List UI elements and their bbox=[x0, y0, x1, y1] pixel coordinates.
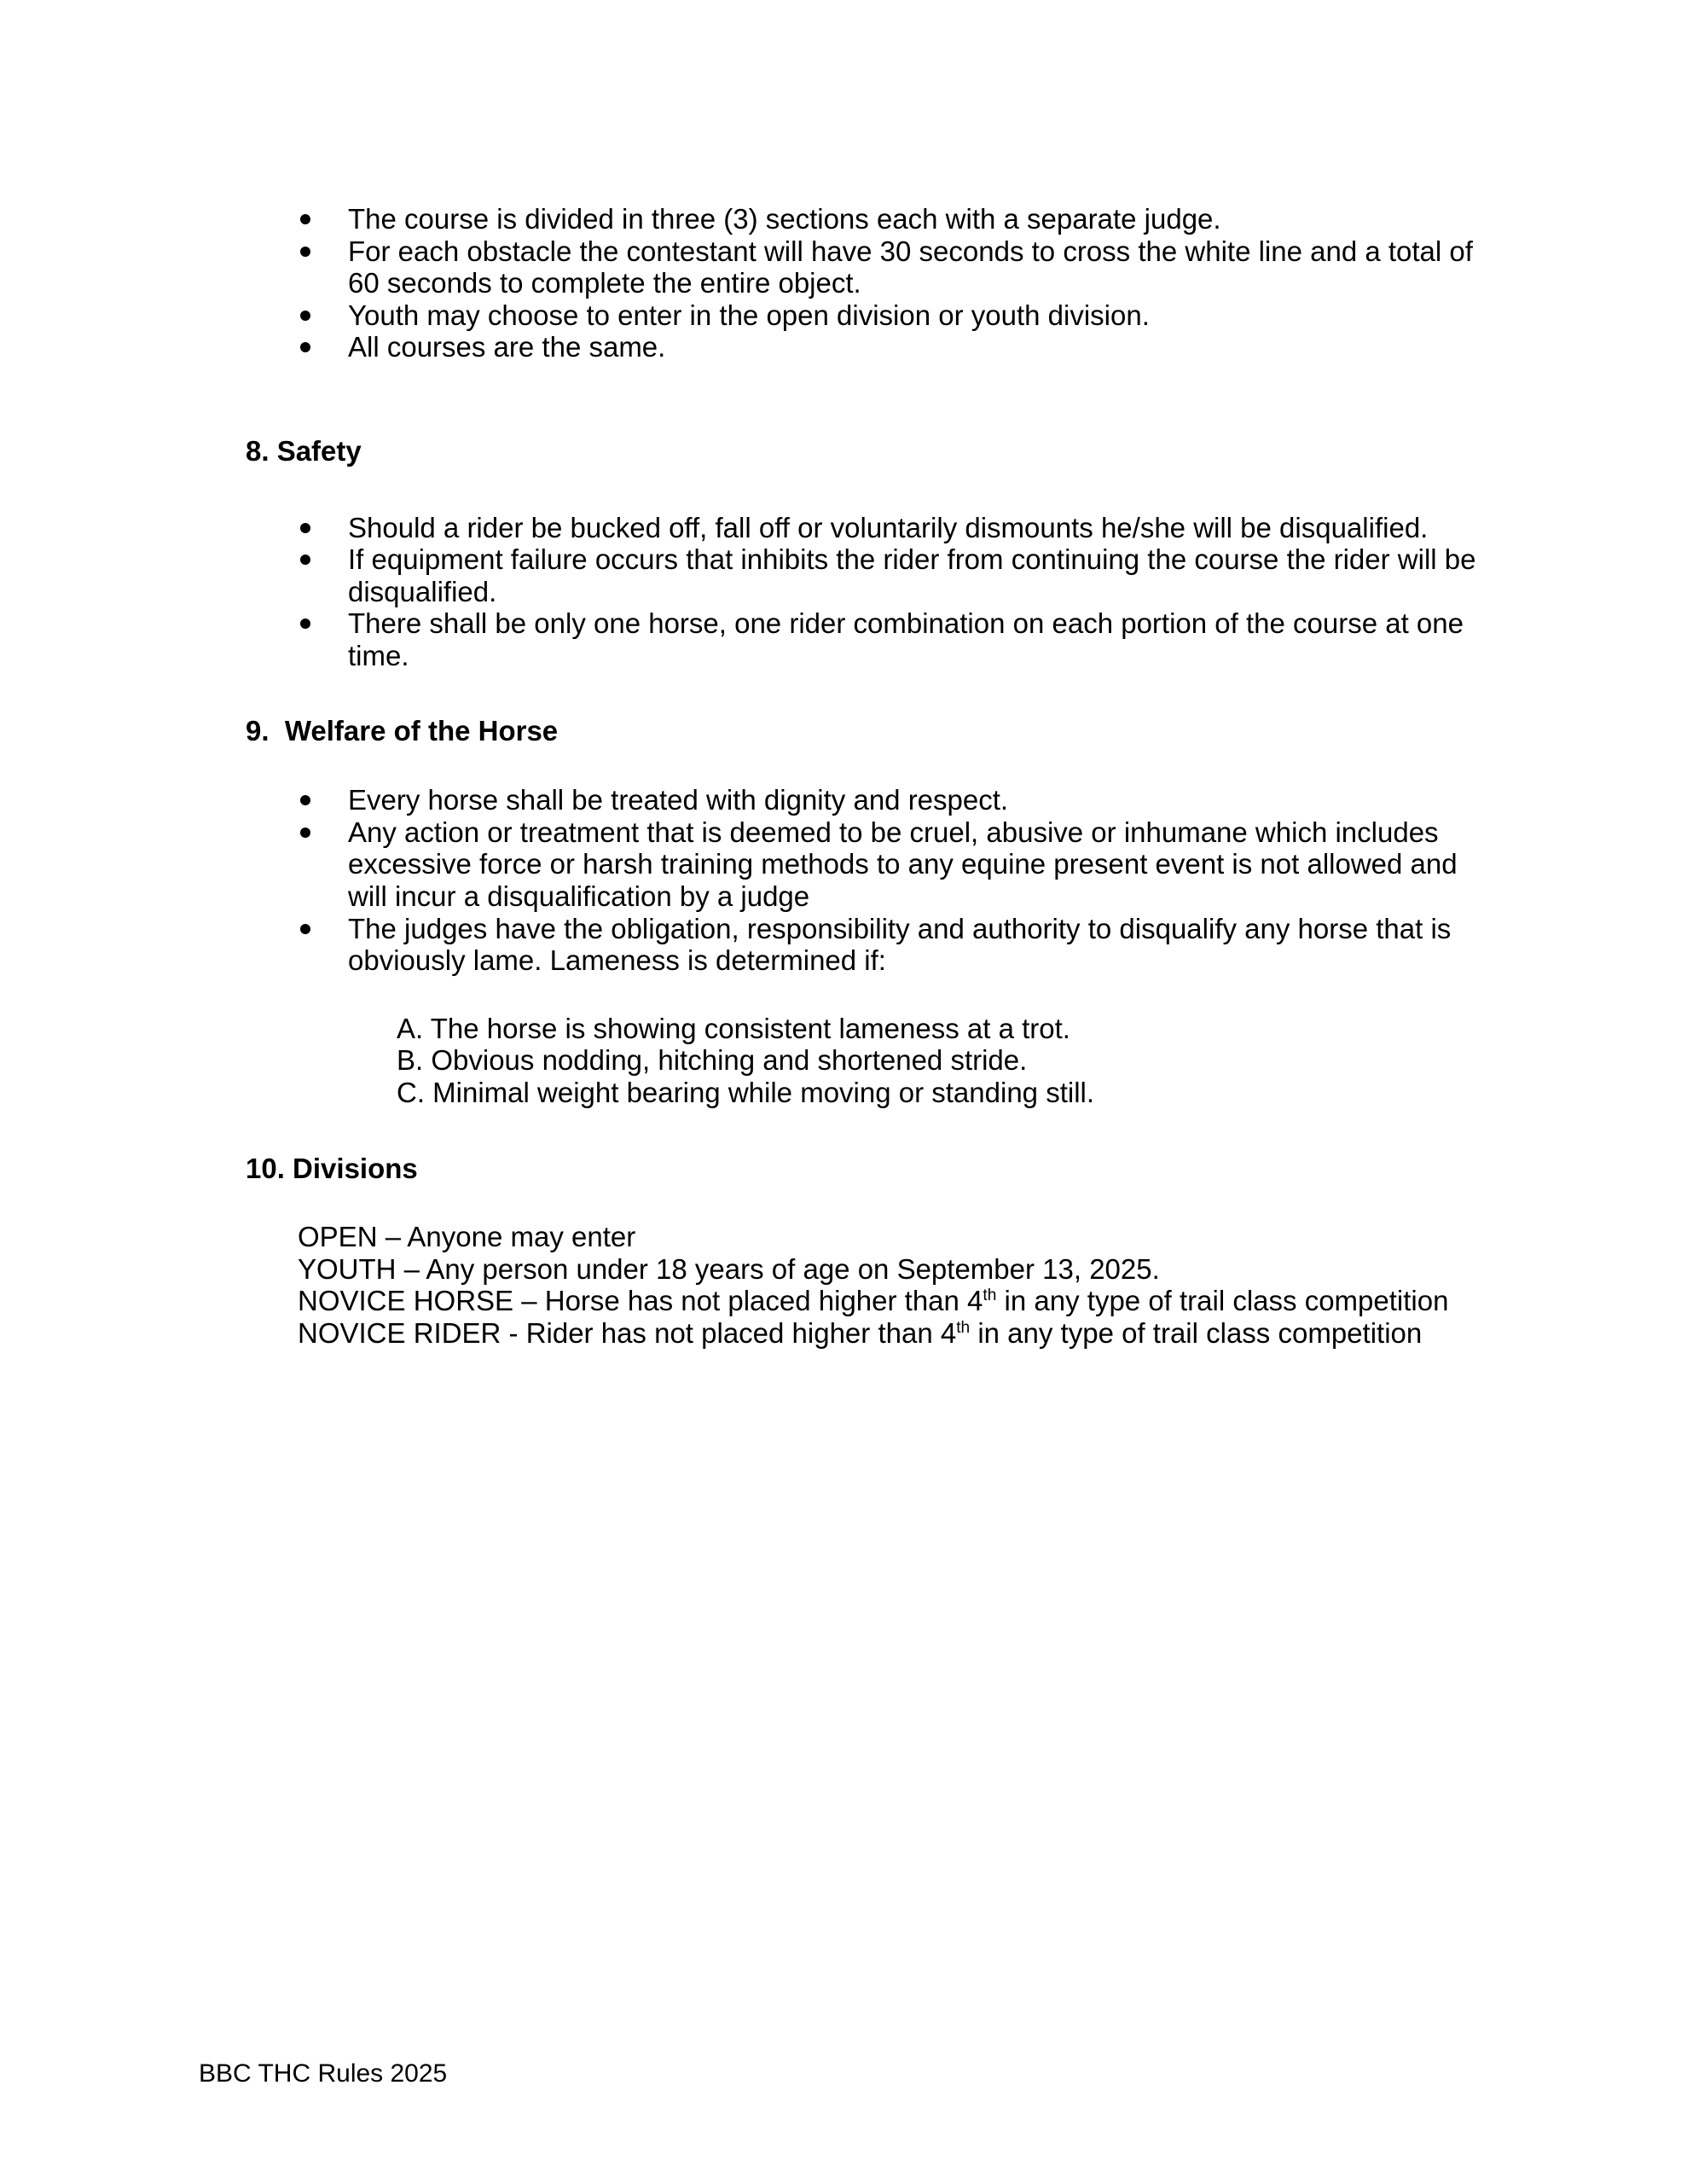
bullet-dot-icon bbox=[300, 247, 310, 257]
ordinal-superscript: th bbox=[956, 1318, 971, 1337]
bullet-dot-icon bbox=[300, 619, 310, 629]
bullet-text: The course is divided in three (3) sections each with a separate judge. bbox=[348, 203, 1221, 235]
bullet-dot-icon bbox=[300, 311, 310, 321]
intro-bullet-list bbox=[199, 203, 1499, 363]
bullet-item bbox=[199, 331, 1499, 363]
section-heading-divisions: 10. Divisions bbox=[246, 1153, 418, 1185]
bullet-text: Should a rider be bucked off, fall off or voluntarily dismounts he/she will be disqualified. bbox=[348, 511, 1429, 543]
bullet-item bbox=[199, 913, 1499, 977]
division-novice-rider bbox=[298, 1317, 1499, 1350]
section-heading-welfare: 9. Welfare of the Horse bbox=[246, 714, 559, 746]
lameness-criterion: B. Obvious nodding, hitching and shortened stride. bbox=[397, 1044, 1028, 1077]
lameness-criterion: A. The horse is showing consistent lameness at a trot. bbox=[397, 1012, 1070, 1044]
bullet-dot-icon bbox=[300, 523, 310, 533]
lameness-criterion: C. Minimal weight bearing while moving or standing still. bbox=[397, 1076, 1095, 1108]
division-open: OPEN – Anyone may enter bbox=[298, 1221, 636, 1253]
bullet-text: All courses are the same. bbox=[348, 331, 666, 363]
bullet-text: For each obstacle the contestant will have 30 seconds to cross the white line and a total of 60 seconds to complete the entire object. bbox=[348, 235, 1473, 299]
bullet-text: Any action or treatment that is deemed to be cruel, abusive or inhumane which includes excessive force or harsh training methods to any equine present event is not allowed and will incur a disqualification by a judge bbox=[348, 816, 1458, 912]
bullet-dot-icon bbox=[300, 555, 310, 565]
bullet-dot-icon bbox=[300, 795, 310, 805]
footer-text: BBC THC Rules 2025 bbox=[199, 2059, 448, 2088]
lameness-criteria-list bbox=[397, 1013, 1499, 1109]
division-text: in any type of trail class competition bbox=[996, 1285, 1449, 1317]
bullet-item bbox=[199, 607, 1499, 671]
division-novice-horse bbox=[298, 1285, 1499, 1317]
bullet-text: Youth may choose to enter in the open division or youth division. bbox=[348, 299, 1150, 331]
bullet-item bbox=[199, 203, 1499, 235]
division-text: NOVICE RIDER - Rider has not placed higher than 4 bbox=[298, 1316, 957, 1349]
bullet-text: The judges have the obligation, responsibility and authority to disqualify any horse that is obviously lame. Lameness is determined if: bbox=[348, 912, 1452, 977]
division-text: NOVICE HORSE – Horse has not placed higher than 4 bbox=[298, 1285, 983, 1317]
bullet-item bbox=[199, 784, 1499, 816]
ordinal-superscript: th bbox=[983, 1287, 997, 1305]
bullet-item bbox=[199, 816, 1499, 913]
division-text: in any type of trail class competition bbox=[970, 1316, 1423, 1349]
section-heading-safety: 8. Safety bbox=[246, 434, 362, 467]
bullet-item bbox=[199, 543, 1499, 607]
bullet-dot-icon bbox=[300, 342, 310, 352]
bullet-text: If equipment failure occurs that inhibits the rider from continuing the course the rider will be disqualified. bbox=[348, 543, 1476, 607]
bullet-dot-icon bbox=[300, 828, 310, 838]
bullet-item bbox=[199, 512, 1499, 544]
bullet-dot-icon bbox=[300, 214, 310, 224]
bullet-dot-icon bbox=[300, 924, 310, 934]
division-youth: YOUTH – Any person under 18 years of age on September 13, 2025. bbox=[298, 1252, 1160, 1285]
bullet-text: There shall be only one horse, one rider combination on each portion of the course at one time. bbox=[348, 607, 1464, 671]
welfare-bullet-list bbox=[199, 784, 1499, 977]
safety-bullet-list bbox=[199, 512, 1499, 672]
bullet-item bbox=[199, 235, 1499, 299]
bullet-text: Every horse shall be treated with dignity and respect. bbox=[348, 784, 1009, 816]
bullet-item bbox=[199, 299, 1499, 332]
divisions-list bbox=[298, 1221, 1499, 1349]
document-content bbox=[199, 203, 1499, 1349]
